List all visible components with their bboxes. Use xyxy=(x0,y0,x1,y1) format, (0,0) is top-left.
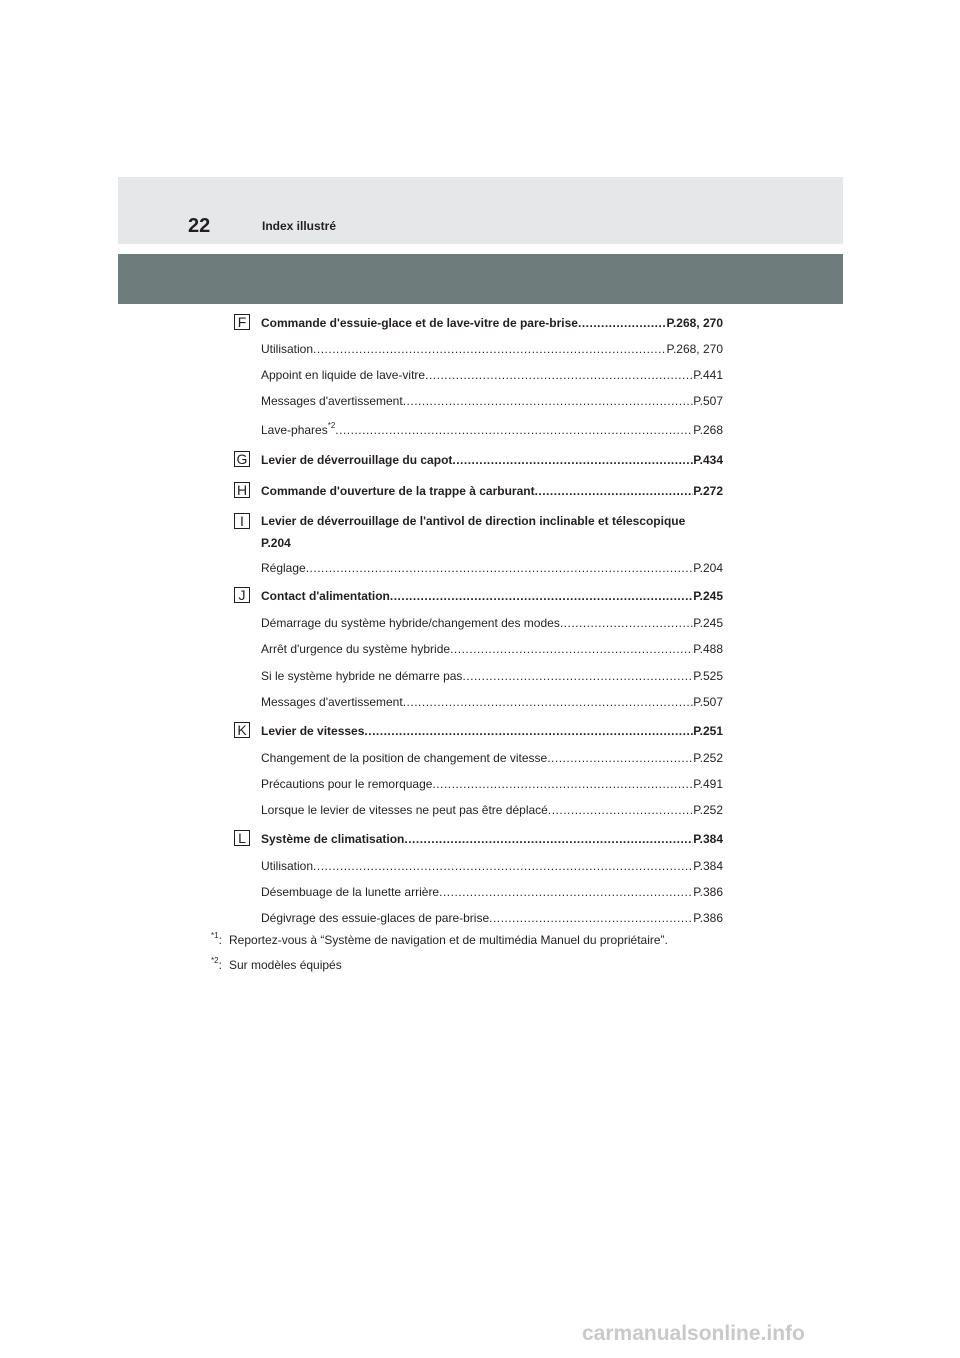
entry-page-ref: P.525 xyxy=(693,669,723,683)
entry-label: Si le système hybride ne démarre pas xyxy=(261,669,463,683)
entry-label: Lorsque le levier de vitesses ne peut pas être déplacé xyxy=(261,803,548,817)
entry-page-ref: P.268, 270 xyxy=(666,316,723,330)
index-entry[interactable] xyxy=(261,366,723,384)
index-entry[interactable] xyxy=(261,693,723,711)
index-entry-main[interactable] xyxy=(261,314,723,332)
index-entry-main[interactable] xyxy=(261,451,723,469)
entry-label: Réglage xyxy=(261,561,306,575)
entry-label: Désembuage de la lunette arrière xyxy=(261,885,440,899)
entry-label: Précautions pour le remorquage xyxy=(261,777,433,791)
entry-page-ref: P.252 xyxy=(693,803,723,817)
entry-label: Changement de la position de changement de vitesse xyxy=(261,751,548,765)
entry-page-ref: P.204 xyxy=(693,561,723,575)
index-entry[interactable] xyxy=(261,909,723,927)
entry-page-ref: P.507 xyxy=(693,695,723,709)
index-entry-main[interactable] xyxy=(261,512,723,552)
index-entry-main[interactable] xyxy=(261,722,723,740)
entry-page-ref: P.386 xyxy=(693,885,723,899)
watermark-text: carmanualsonline.info xyxy=(582,1322,805,1345)
entry-page-ref: P.488 xyxy=(693,642,723,656)
index-entry[interactable] xyxy=(261,421,723,439)
entry-page-ref: P.386 xyxy=(693,911,723,925)
entry-page-ref: P.251 xyxy=(693,724,723,738)
footnote-mark: *2 xyxy=(211,956,219,965)
entry-page-ref: P.384 xyxy=(693,832,723,846)
section-letter-f: F xyxy=(234,314,250,330)
index-entry-main[interactable] xyxy=(261,482,723,500)
header-title: Index illustré xyxy=(262,219,337,233)
entry-label: Appoint en liquide de lave-vitre xyxy=(261,368,426,382)
footnote-text: Sur modèles équipés xyxy=(229,958,342,972)
index-entry[interactable] xyxy=(261,749,723,767)
entry-page-ref: P.245 xyxy=(693,616,723,630)
section-letter-h: H xyxy=(234,482,250,498)
section-letter-k: K xyxy=(234,722,250,738)
index-entry-main[interactable] xyxy=(261,587,723,605)
entry-page-ref: P.252 xyxy=(693,751,723,765)
entry-label: Commande d'essuie-glace et de lave-vitre de pare-brise xyxy=(261,316,578,330)
entry-page-ref: P.268 xyxy=(693,423,723,437)
footnote-text: Reportez-vous à “Système de navigation et de multimédia Manuel du propriétaire”. xyxy=(229,933,668,947)
section-letter-i: I xyxy=(234,513,250,529)
entry-page-ref: P.434 xyxy=(693,453,723,467)
section-letter-j: J xyxy=(234,587,250,603)
entry-label: Utilisation xyxy=(261,859,314,873)
entry-label: Démarrage du système hybride/changement des modes xyxy=(261,616,560,630)
entry-label: Levier de vitesses xyxy=(261,724,365,738)
section-letter-l: L xyxy=(234,830,250,846)
entry-label: Utilisation xyxy=(261,342,314,356)
entry-label: Arrêt d'urgence du système hybride xyxy=(261,642,451,656)
page-number: 22 xyxy=(188,215,211,237)
entry-page-ref: P.204 xyxy=(261,536,291,550)
index-entry[interactable] xyxy=(261,883,723,901)
entry-label: Dégivrage des essuie-glaces de pare-brise xyxy=(261,911,490,925)
entry-page-ref: P.245 xyxy=(693,589,723,603)
footnote-mark: *1 xyxy=(211,931,219,940)
entry-label: Contact d'alimentation xyxy=(261,589,390,603)
entry-page-ref: P.268, 270 xyxy=(666,342,723,356)
entry-label: Messages d'avertissement xyxy=(261,695,403,709)
index-entry[interactable] xyxy=(261,801,723,819)
index-entry-main[interactable] xyxy=(261,830,723,848)
index-entry[interactable] xyxy=(261,640,723,658)
entry-label: Système de climatisation xyxy=(261,832,405,846)
index-entry[interactable] xyxy=(261,667,723,685)
index-entry[interactable] xyxy=(261,559,723,577)
index-entry[interactable] xyxy=(261,614,723,632)
index-entry[interactable] xyxy=(261,340,723,358)
entry-page-ref: P.507 xyxy=(693,394,723,408)
section-letter-g: G xyxy=(234,451,250,467)
index-entry[interactable] xyxy=(261,775,723,793)
entry-label: Levier de déverrouillage de l'antivol de direction inclinable et télescopique xyxy=(261,514,686,528)
entry-label: Lave-phares xyxy=(261,423,328,437)
entry-page-ref: P.491 xyxy=(693,777,723,791)
footnote: $^{*1}$: Reportez-vous à “Système de navigation et de multimédia Manuel du propriétaire”. xyxy=(211,931,668,947)
entry-label: Messages d'avertissement xyxy=(261,394,403,408)
footnote-ref: *2 xyxy=(327,421,336,430)
index-entry[interactable] xyxy=(261,857,723,875)
footnote: $^{*2}$: Sur modèles équipés xyxy=(211,956,342,972)
entry-page-ref: P.384 xyxy=(693,859,723,873)
entry-label: Levier de déverrouillage du capot xyxy=(261,453,453,467)
entry-page-ref: P.441 xyxy=(693,368,723,382)
index-entry[interactable] xyxy=(261,392,723,410)
entry-page-ref: P.272 xyxy=(693,484,723,498)
entry-label: Commande d'ouverture de la trappe à carburant xyxy=(261,484,535,498)
